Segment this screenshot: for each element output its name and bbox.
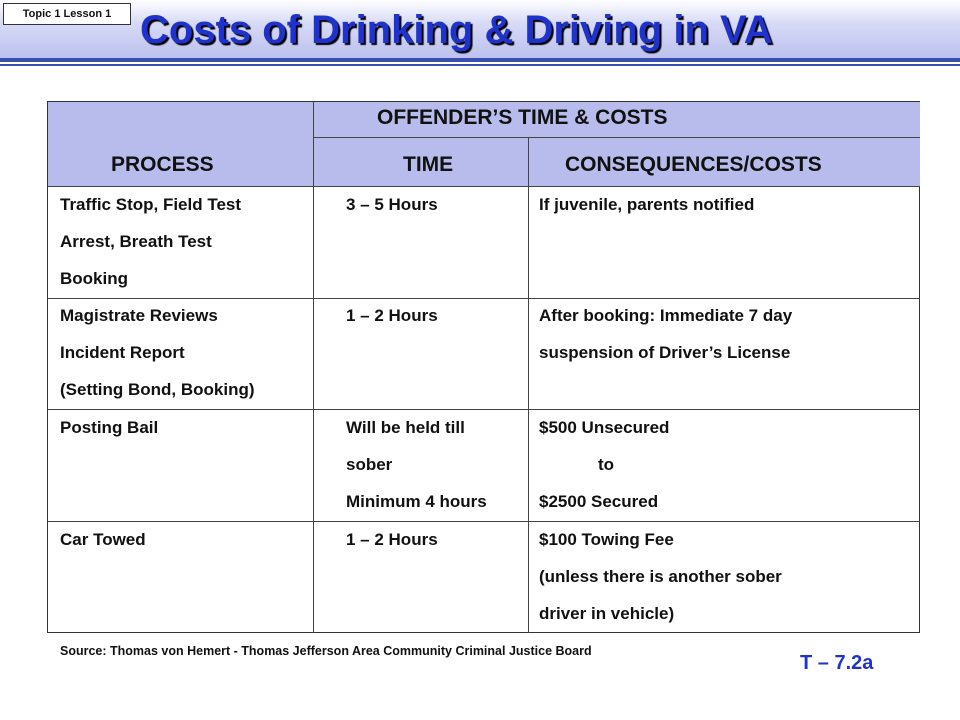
table-row-process: Traffic Stop, Field Test Arrest, Breath Test Booking: [60, 195, 242, 288]
source-note: Source: Thomas von Hemert - Thomas Jefferson Area Community Criminal Justice Board: [60, 644, 592, 658]
table-row-consequences: After booking: Immediate 7 day suspension of Driver’s License: [539, 306, 793, 362]
group-header: OFFENDER’S TIME & COSTS: [377, 106, 668, 129]
costs-table: [47, 101, 920, 633]
table-row-time: 3 – 5 Hours: [346, 195, 438, 214]
table-row-process: Car Towed: [60, 530, 146, 549]
header-divider: [314, 137, 920, 138]
table-row-process: Magistrate Reviews Incident Report (Setting Bond, Booking): [60, 306, 255, 399]
column-header-consequences: CONSEQUENCES/COSTS: [565, 153, 822, 176]
slide-id: T – 7.2a: [800, 652, 874, 674]
table-row-process: Posting Bail: [60, 418, 159, 437]
table-row-consequences: If juvenile, parents notified: [539, 195, 755, 214]
table-row-time: 1 – 2 Hours: [346, 530, 438, 549]
column-divider: [313, 102, 314, 633]
table-row-consequences: $100 Towing Fee (unless there is another sober driver in vehicle): [539, 530, 782, 623]
table-row-time: Will be held till sober Minimum 4 hours: [346, 418, 487, 511]
header-rule: [0, 58, 960, 62]
table-row-consequences: $500 Unsecured to $2500 Secured: [539, 418, 670, 511]
topic-label: Topic 1 Lesson 1: [3, 3, 131, 25]
header-rule-thin: [0, 64, 960, 66]
column-header-time: TIME: [403, 153, 454, 176]
column-divider: [528, 138, 529, 633]
column-header-process: PROCESS: [111, 153, 214, 176]
page-title: Costs of Drinking & Driving in VA: [140, 8, 773, 52]
table-row-time: 1 – 2 Hours: [346, 306, 438, 325]
row-divider: [48, 521, 920, 522]
